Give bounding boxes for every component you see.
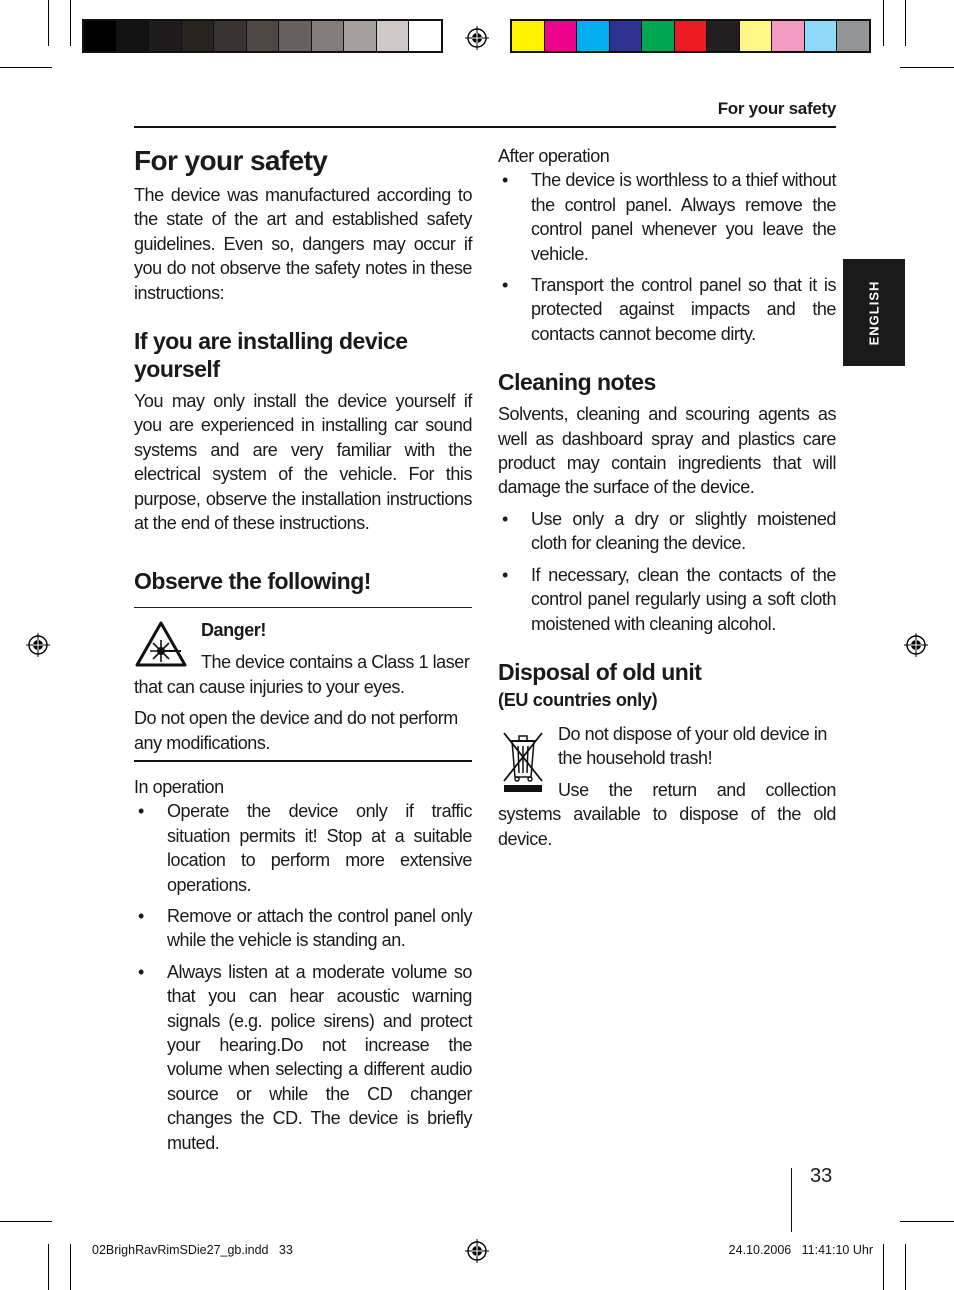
disposal-paragraph-2: Use the return and collection systems available to dispose of the old device. [498,779,836,849]
bullet-glyph: • [502,275,508,296]
bullet-glyph: • [502,170,508,191]
registration-mark-icon [904,633,928,657]
install-heading: If you are installing device yourself [134,328,408,383]
color-swatch [837,21,869,51]
color-swatch [577,21,610,51]
crop-mark [48,0,49,46]
bullet-glyph: • [502,508,508,529]
crop-mark [883,1244,884,1290]
crop-mark [0,67,52,68]
color-swatch [642,21,675,51]
registration-mark-icon [26,633,50,657]
crop-mark [900,67,954,68]
color-swatch [740,21,773,51]
list-item [134,799,472,897]
danger-box [134,618,472,755]
crop-mark [70,0,71,46]
color-swatch [409,21,441,51]
footer-timestamp: 24.10.2006 11:41:10 Uhr [728,1243,873,1257]
list-item [498,507,836,556]
footer-filename: 02BrighRavRimSDie27_gb.indd 33 [92,1243,293,1257]
registration-mark-icon [465,1239,489,1263]
right-column [498,144,836,712]
color-swatch [279,21,312,51]
danger-label: Danger! [201,620,266,640]
color-swatch [182,21,215,51]
color-swatch [149,21,182,51]
install-paragraph: You may only install the device yourself if you are experienced in installing car sound systems and are very familiar with the electrical system of the vehicle. For this purpose, observe the installation instructions at the end of these instructions. [134,391,472,534]
crop-mark [900,1221,954,1222]
list-item-text: Use only a dry or slightly moistened cloth for cleaning the device. [531,508,836,554]
list-item [498,563,836,636]
color-swatch [707,21,740,51]
list-item [134,960,472,1155]
color-swatch [344,21,377,51]
danger-box-top-rule [134,607,472,608]
bullet-glyph: • [138,961,144,982]
list-item-text: Transport the control panel so that it is protected against impacts and the contacts cannot become dirty. [531,275,836,344]
bullet-glyph: • [138,906,144,927]
color-swatch [377,21,410,51]
language-tab-label: ENGLISH [866,280,882,345]
disposal-paragraph-1: Do not dispose of your old device in the household trash! [558,724,827,769]
crop-mark [905,1244,906,1290]
color-swatch [805,21,838,51]
intro-paragraph: The device was manufactured according to the state of the art and established safety guidelines. Even so, dangers may occur if you do not observe the safety notes in these instructions: [134,185,472,303]
color-swatch [610,21,643,51]
in-operation-label: In operation [134,777,224,797]
bullet-glyph: • [138,801,144,822]
registration-mark-icon [465,26,489,50]
color-swatch [117,21,150,51]
danger-text: The device contains a Class 1 laser that can cause injuries to your eyes. [134,652,470,697]
color-swatch [772,21,805,51]
list-item [498,168,836,266]
left-column [134,145,472,595]
running-header: For your safety [717,99,836,118]
list-item [134,904,472,953]
disposal-text-block [498,722,836,851]
header-rule [134,126,836,128]
page-title: For your safety [134,145,328,176]
list-item-text: Always listen at a moderate volume so that you can hear acoustic warning signals (e.g. police sirens) and protect your hearing.Do not increase the volume when selecting a different audio source or while the CD changer changes the CD. The device is briefly muted. [167,961,472,1153]
grayscale-color-bar [82,19,443,53]
color-swatch [214,21,247,51]
color-swatch [247,21,280,51]
in-operation-section [134,775,472,1155]
cleaning-heading: Cleaning notes [498,369,656,396]
list-item-text: The device is worthless to a thief without the control panel. Always remove the control panel whenever you leave the vehicle. [531,170,836,264]
cleaning-paragraph: Solvents, cleaning and scouring agents as well as dashboard spray and plastics care product may contain ingredients that will damage the surface of the device. [498,404,836,498]
crop-mark [905,0,906,46]
list-item-text: Remove or attach the control panel only while the vehicle is standing an. [167,906,472,951]
disposal-heading: Disposal of old unit [498,658,702,685]
after-operation-label: After operation [498,146,610,166]
page-number: 33 [810,1165,833,1187]
crop-mark [0,1221,52,1222]
danger-text-2: Do not open the device and do not perform any modifications. [134,708,458,753]
bullet-glyph: • [502,564,508,585]
observe-heading: Observe the following! [134,568,371,595]
disposal-subheading: (EU countries only) [498,689,658,710]
color-swatch [675,21,708,51]
color-swatch [312,21,345,51]
list-item-text: Operate the device only if traffic situation permits it! Stop at a suitable location to perform more extensive operations. [167,801,472,895]
color-swatch [84,21,117,51]
process-color-bar [510,19,871,53]
crop-mark [883,0,884,46]
list-item [498,273,836,346]
crop-mark [48,1244,49,1290]
crop-mark [70,1244,71,1290]
color-swatch [512,21,545,51]
language-tab [843,259,905,366]
list-item-text: If necessary, clean the contacts of the control panel regularly using a soft cloth moistened with cleaning alcohol. [531,564,836,634]
page-number-rule [791,1168,792,1232]
color-swatch [545,21,578,51]
danger-box-bottom-rule [134,760,472,762]
